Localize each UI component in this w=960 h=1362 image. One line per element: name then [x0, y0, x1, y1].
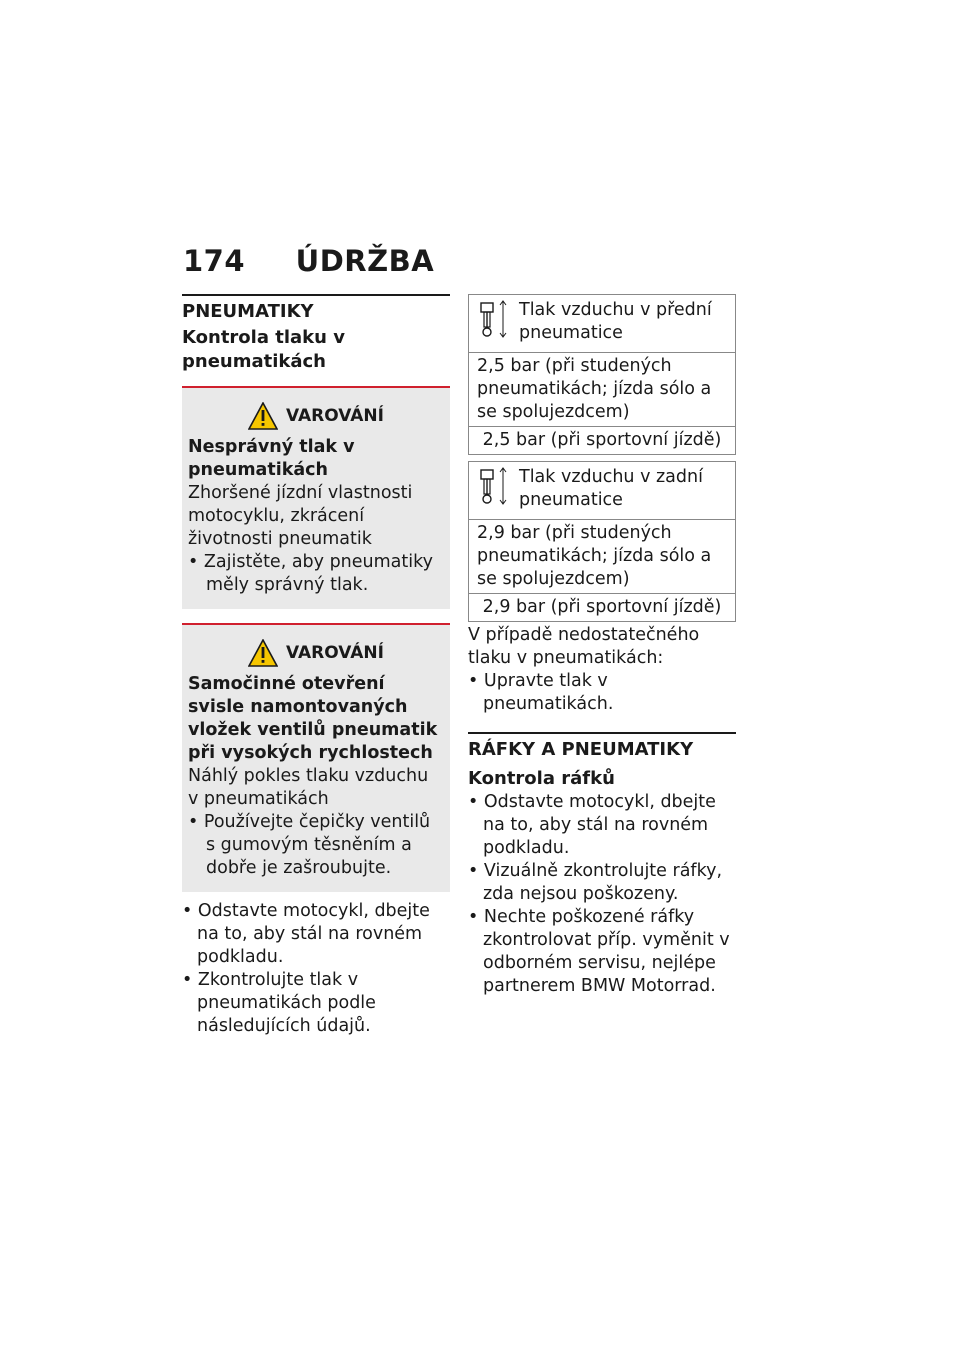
paragraph: V případě nedostatečného tlaku v pneumatikách:: [468, 625, 700, 668]
warning-bullets: [188, 551, 444, 597]
warning-title: Samočinné otevření svisle namontovaných vložek ventilů pneumatik při vysokých rychlostech: [188, 674, 438, 763]
rim-steps: [468, 791, 736, 998]
warning-triangle-icon: [248, 639, 278, 667]
section-rule: [468, 732, 736, 734]
page-number: 174: [183, 244, 246, 278]
pressure-table-rear: [468, 461, 736, 622]
table-row: 2,5 bar (při studených pneumatikách; jízda sólo a se spolujezdcem): [469, 352, 735, 426]
tyre-pressure-icon: [477, 299, 511, 339]
warning-header: [188, 639, 444, 667]
warning-text: Zhoršené jízdní vlastnosti motocyklu, zkrácení životnosti pneumatik: [188, 483, 413, 549]
chapter-title: ÚDRŽBA: [295, 244, 435, 278]
table-title: Tlak vzduchu v přední pneumatice: [519, 300, 712, 343]
list-item: • Vizuálně zkontrolujte ráfky, zda nejsou poškozeny.: [468, 861, 723, 904]
warning-text: Náhlý pokles tlaku vzduchu v pneumatikách: [188, 766, 429, 809]
list-item: • Odstavte motocykl, dbejte na to, aby stál na rovném podkladu.: [468, 792, 716, 858]
table-title: Tlak vzduchu v zadní pneumatice: [519, 467, 703, 510]
table-header: [469, 462, 735, 519]
list-item: • Nechte poškozené ráfky zkontrolovat příp. vyměnit v odborném servisu, nejlépe partnerem BMW Motorrad.: [468, 907, 730, 996]
table-row: 2,9 bar (při studených pneumatikách; jízda sólo a se spolujezdcem): [469, 519, 735, 593]
warning-header: [188, 402, 444, 430]
list-item: • Odstavte motocykl, dbejte na to, aby stál na rovném podkladu.: [182, 901, 430, 967]
list-item: • Používejte čepičky ventilů s gumovým těsněním a dobře je zašroubujte.: [188, 812, 431, 878]
list-item: • Zajistěte, aby pneumatiky měly správný tlak.: [188, 552, 433, 595]
warning-box: [182, 623, 450, 892]
warning-triangle-icon: [248, 402, 278, 430]
warning-box: [182, 386, 450, 609]
subsection-title: Kontrola tlaku v pneumatikách: [182, 327, 345, 372]
left-column: [182, 294, 450, 1038]
table-row: 2,9 bar (při sportovní jízdě): [469, 593, 735, 621]
subsection-title: Kontrola ráfků: [468, 768, 615, 789]
page-header: [183, 244, 434, 278]
warning-label: VAROVÁNÍ: [286, 405, 384, 426]
steps: [182, 900, 450, 1038]
table-header: [469, 295, 735, 352]
table-row: 2,5 bar (při sportovní jízdě): [469, 426, 735, 454]
right-column: [468, 294, 736, 998]
list-item: • Zkontrolujte tlak v pneumatikách podle následujících údajů.: [182, 970, 376, 1036]
warning-title: Nesprávný tlak v pneumatikách: [188, 437, 355, 480]
list-item: • Upravte tlak v pneumatikách.: [468, 671, 614, 714]
pressure-table-front: [468, 294, 736, 455]
after-table-text: [468, 624, 736, 716]
warning-label: VAROVÁNÍ: [286, 642, 384, 663]
section-rule: [182, 294, 450, 296]
section-title: RÁFKY A PNEUMATIKY: [468, 739, 694, 760]
warning-bullets: [188, 811, 444, 880]
tyre-pressure-icon: [477, 466, 511, 506]
section-title: PNEUMATIKY: [182, 301, 314, 322]
